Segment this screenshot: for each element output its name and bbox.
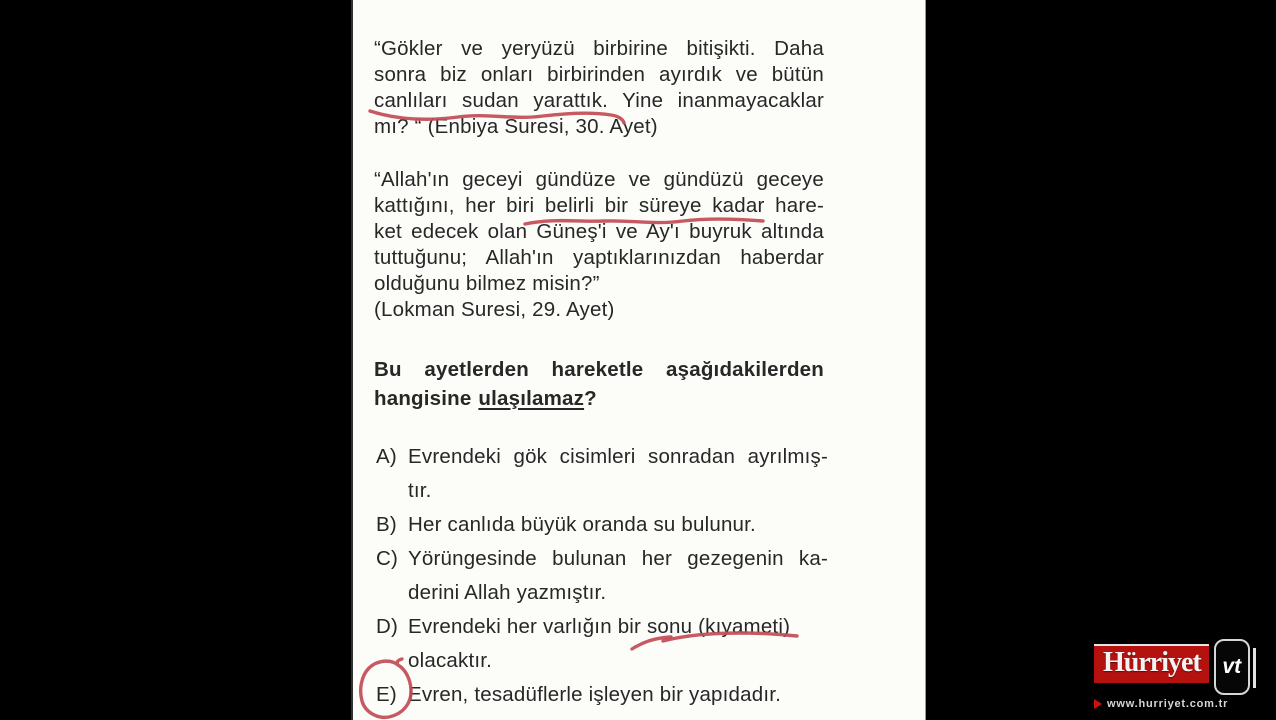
underlined-keyword: ulaşılamaz	[478, 387, 585, 410]
option-letter: D)	[376, 615, 399, 638]
play-icon	[1094, 699, 1102, 709]
quote-2	[374, 167, 824, 323]
option-letter: A)	[376, 445, 397, 468]
text-line: hangisine ulaşılamaz?	[374, 387, 597, 410]
option-d-line-2: olacaktır.	[408, 649, 493, 672]
text-line: ket edecek olan Güneş'i ve Ay'ı buyruk altında	[374, 220, 824, 243]
option-c-line-2: derini Allah yazmıştır.	[408, 581, 607, 604]
url-text: www.hurriyet.com.tr	[1107, 698, 1229, 710]
question-stem	[374, 355, 824, 413]
text-line: (Lokman Suresi, 29. Ayet)	[374, 298, 615, 321]
exam-page	[351, 0, 926, 720]
option-e-line-1: E) Evren, tesadüflerle işleyen bir yapıdadır.	[376, 678, 828, 712]
hurriyet-logo: Hürriyet	[1094, 644, 1209, 683]
option-b-line-1: B) Her canlıda büyük oranda su bulunur.	[376, 508, 828, 542]
option-d-line-1: D) Evrendeki her varlığın bir sonu (kıyameti)	[376, 610, 828, 644]
text-line: Bu ayetlerden hareketle aşağıdakilerden	[374, 358, 824, 381]
text-line: olduğunu bilmez misin?”	[374, 272, 600, 295]
text-line: kattığını, her biri belirli bir süreye kadar hare-	[374, 194, 824, 217]
option-a-line-2: tır.	[408, 479, 432, 502]
text-line: “Gökler ve yeryüzü birbirine bitişikti. Daha	[374, 37, 824, 60]
watermark-url	[1094, 698, 1250, 710]
hurriyet-watermark	[1094, 644, 1250, 710]
option-letter: B)	[376, 513, 397, 536]
text-line: mı? “ (Enbiya Suresi, 30. Ayet)	[374, 115, 658, 138]
option-c-line-1: C) Yörüngesinde bulunan her gezegenin ka-	[376, 542, 828, 576]
text-line: tuttuğunu; Allah'ın yaptıklarınızdan haberdar	[374, 246, 824, 269]
text-line: canlıları sudan yarattık. Yine inanmayacaklar	[374, 89, 824, 112]
option-letter: C)	[376, 547, 399, 570]
option-a-line-1: A) Evrendeki gök cisimleri sonradan ayrılmış-	[376, 440, 828, 474]
quote-1	[374, 36, 824, 140]
vt-badge-icon: vt	[1214, 639, 1250, 695]
text-line: sonra biz onları birbirinden ayırdık ve bütün	[374, 63, 824, 86]
answer-options	[376, 440, 828, 712]
option-letter: E)	[376, 683, 397, 706]
text-line: “Allah'ın geceyi gündüze ve gündüzü geceye	[374, 168, 824, 191]
